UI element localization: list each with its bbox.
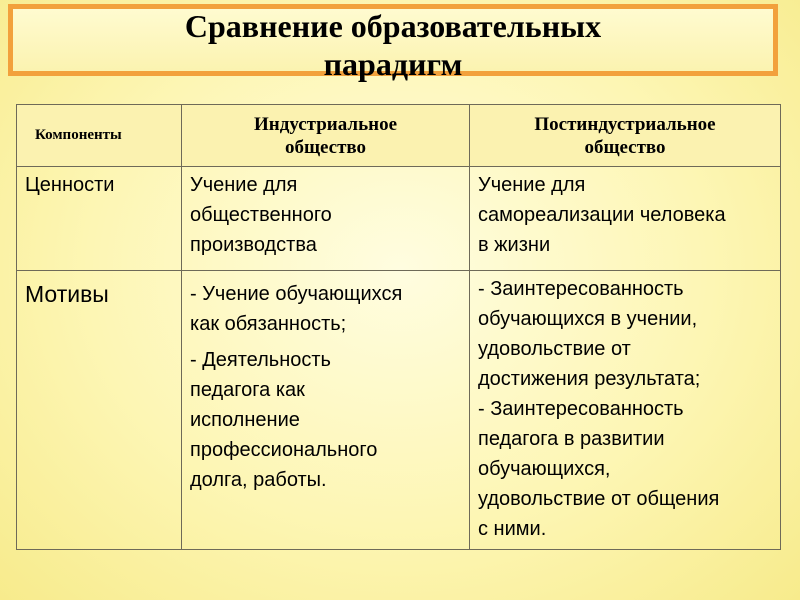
cell-postindustrial-motives (470, 271, 781, 550)
row-label-motives: Мотивы (17, 271, 182, 550)
motive-item: - Учение обучающихся как обязанность; (190, 283, 403, 335)
motive-item: - Заинтересованность обучающихся в учении, удовольствие от достижения результата; (478, 278, 701, 390)
table-row (17, 167, 781, 271)
header-components: Компоненты (17, 105, 182, 167)
page-title: Сравнение образовательных парадигм (184, 8, 602, 82)
title-box (8, 4, 778, 82)
table-header-row (17, 105, 781, 167)
row-label-values: Ценности (17, 167, 182, 271)
motive-item: - Деятельность педагога как исполнение профессионального долга, работы. (190, 349, 378, 491)
cell-postindustrial-values: Учение для самореализации человека в жизни (470, 167, 781, 271)
motive-item: - Заинтересованность педагога в развитии обучающихся, удовольствие от общения с ними. (478, 398, 720, 540)
header-postindustrial: Постиндустриальное общество (470, 105, 781, 167)
cell-industrial-values: Учение для общественного производства (182, 167, 470, 271)
table-row (17, 271, 781, 550)
comparison-table (16, 104, 781, 550)
cell-industrial-motives (182, 271, 470, 550)
header-industrial: Индустриальное общество (182, 105, 470, 167)
